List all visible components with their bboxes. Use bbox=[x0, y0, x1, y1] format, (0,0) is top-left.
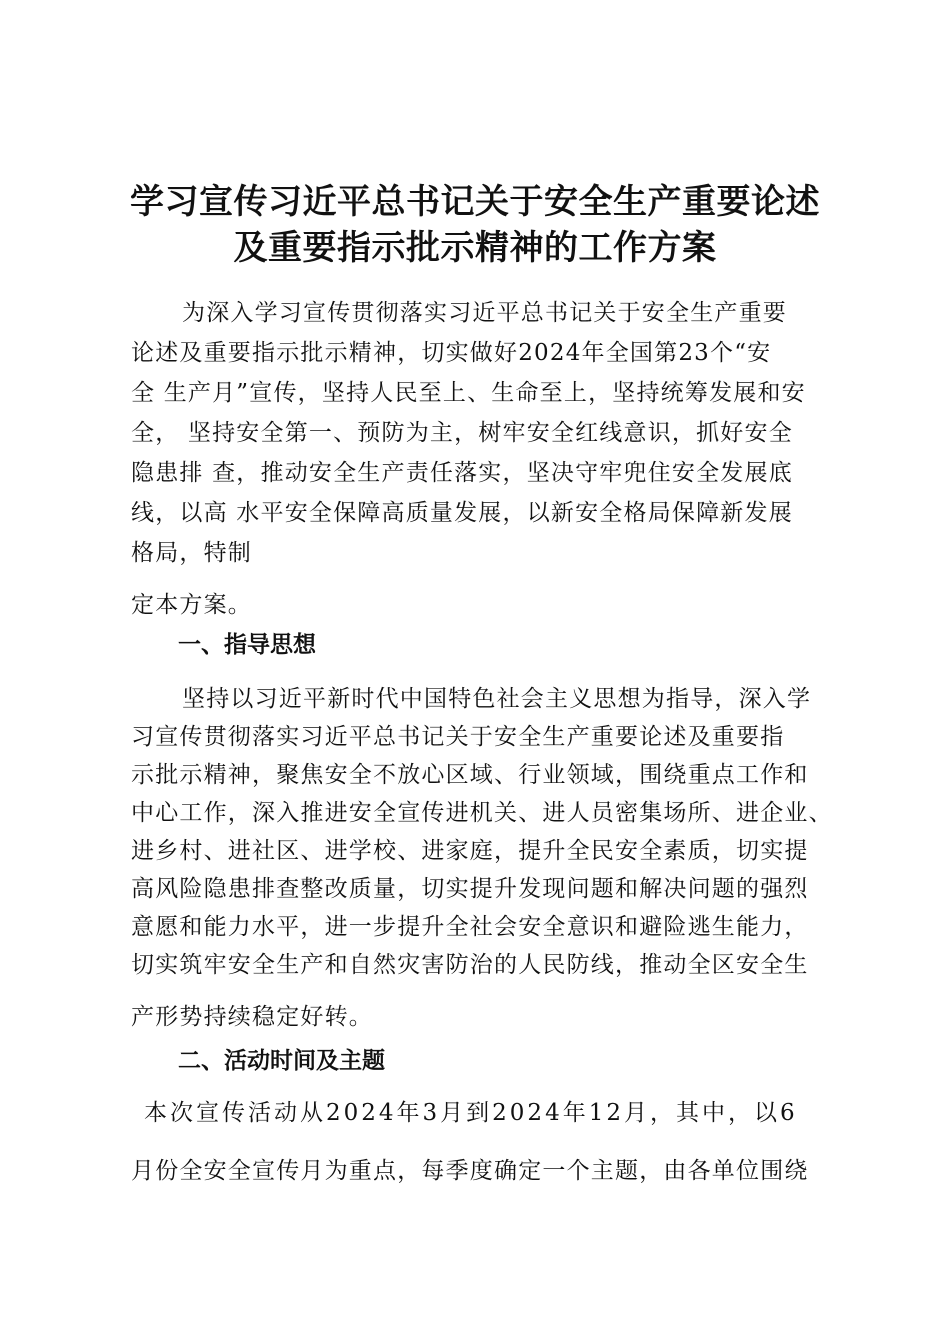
intro-line-8: 定本方案。 bbox=[131, 592, 252, 618]
intro-line-1: 为深入学习宣传贯彻落实习近平总书记关于安全生产重要 bbox=[182, 300, 787, 326]
intro-line-6: 线，以高 水平安全保障高质量发展，以新安全格局保障新发展 bbox=[131, 500, 793, 526]
section1-line-6: 高风险隐患排查整改质量，切实提升发现问题和解决问题的强烈 bbox=[131, 876, 809, 902]
section-heading-guiding-ideology: 一、指导思想 bbox=[178, 632, 316, 658]
document-title-line-1: 学习宣传习近平总书记关于安全生产重要论述 bbox=[130, 182, 820, 222]
section1-line-2: 习宣传贯彻落实习近平总书记关于安全生产重要论述及重要指 bbox=[131, 724, 785, 750]
section2-line-1: 本次宣传活动从2024年3月到2024年12月，其中，以6 bbox=[144, 1100, 798, 1126]
intro-line-3: 全 生产月”宣传，坚持人民至上、生命至上，坚持统筹发展和安 bbox=[131, 380, 806, 406]
intro-line-4: 全， 坚持安全第一、预防为主，树牢安全红线意识，抓好安全 bbox=[131, 420, 793, 446]
intro-line-5: 隐患排 查，推动安全生产责任落实，坚决守牢兜住安全发展底 bbox=[131, 460, 793, 486]
section1-line-1: 坚持以习近平新时代中国特色社会主义思想为指导，深入学 bbox=[182, 686, 812, 712]
section1-line-8: 切实筑牢安全生产和自然灾害防治的人民防线，推动全区安全生 bbox=[131, 952, 809, 978]
section2-line-2: 月份全安全宣传月为重点，每季度确定一个主题，由各单位围绕 bbox=[131, 1158, 809, 1184]
section1-line-5: 进乡村、进社区、进学校、进家庭，提升全民安全素质，切实提 bbox=[131, 838, 809, 864]
section1-line-3: 示批示精神，聚焦安全不放心区域、行业领域，围绕重点工作和 bbox=[131, 762, 809, 788]
section1-line-7: 意愿和能力水平，进一步提升全社会安全意识和避险逃生能力， bbox=[131, 914, 809, 940]
section1-line-4: 中心工作，深入推进安全宣传进机关、进人员密集场所、进企业、 bbox=[131, 800, 833, 826]
intro-line-2: 论述及重要指示批示精神，切实做好2024年全国第23个“安 bbox=[131, 340, 772, 366]
section-heading-activity-time-theme: 二、活动时间及主题 bbox=[178, 1048, 385, 1074]
intro-line-7: 格局，特制 bbox=[131, 540, 252, 566]
section1-line-9: 产形势持续稳定好转。 bbox=[131, 1004, 373, 1030]
document-title-line-2: 及重要指示批示精神的工作方案 bbox=[233, 228, 717, 268]
